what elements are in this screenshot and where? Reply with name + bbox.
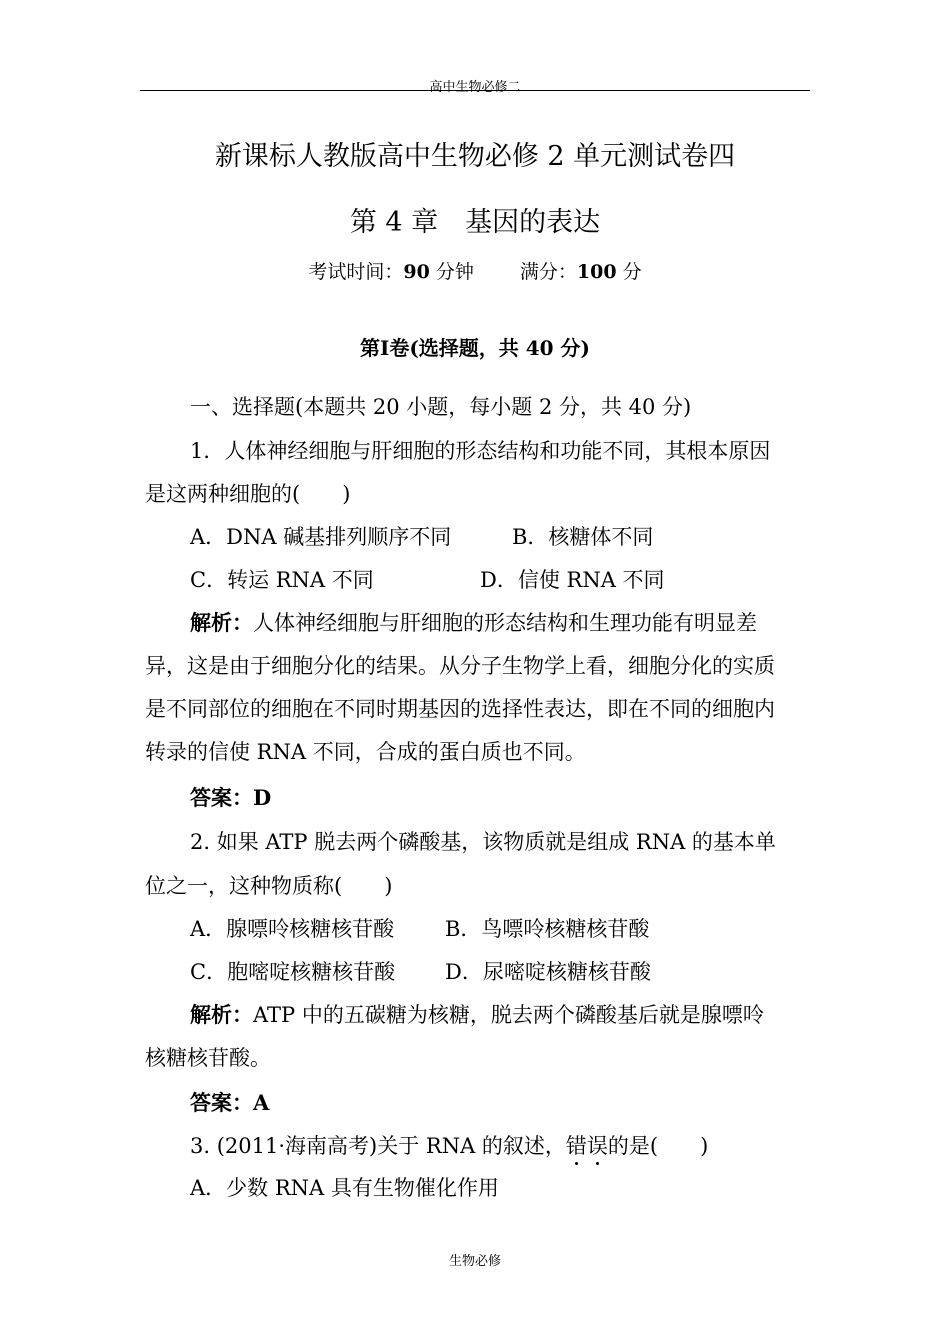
q1-analysis-line1: 解析：人体神经细胞与肝细胞的形态结构和生理功能有明显差 [190,610,757,635]
q2-option-c: C．胞嘧啶核糖核苷酸 [190,960,396,984]
q1-stem-line1: 1．人体神经细胞与肝细胞的形态结构和功能不同，其根本原因 [190,439,771,463]
q1-analysis-label: 解析： [190,610,253,635]
document-title: 新课标人教版高中生物必修 2 单元测试卷四 [214,141,736,172]
chapter-title: 第 4 章 基因的表达 [349,207,601,238]
emphasis-mark: 误 [587,1134,608,1158]
page-header: 高中生物必修二 [429,80,521,95]
q1-analysis-line3: 是不同部位的细胞在不同时期基因的选择性表达，即在不同的细胞内 [145,697,775,721]
q2-option-b: B．鸟嘌呤核糖核苷酸 [445,917,650,941]
q1-analysis-line4: 转录的信使 RNA 不同，合成的蛋白质也不同。 [145,740,586,764]
q1-answer: 答案：D [190,785,272,810]
q2-analysis-line2: 核糖核苷酸。 [145,1046,271,1070]
q2-option-a: A．腺嘌呤核糖核苷酸 [190,917,395,941]
emphasis-dot [575,1162,578,1165]
q3-option-a: A．少数 RNA 具有生物催化作用 [190,1176,499,1200]
q2-stem-line2: 位之一，这种物质称( ) [145,874,393,898]
q1-option-d: D．信使 RNA 不同 [480,568,665,592]
emphasis-dot [596,1162,599,1165]
q1-option-b: B．核糖体不同 [512,525,654,549]
time-value: 90 [403,261,430,283]
page-footer: 生物必修 [448,1254,501,1269]
q1-analysis-line2: 异，这是由于细胞分化的结果。从分子生物学上看，细胞分化的实质 [145,654,775,678]
exam-info [0,257,950,284]
q2-option-d: D．尿嘧啶核糖核苷酸 [445,960,651,984]
q2-analysis-label: 解析： [190,1002,253,1027]
score-unit: 分 [622,261,642,283]
q1-stem-line2: 是这两种细胞的( ) [145,482,351,506]
q1-option-a: A．DNA 碱基排列顺序不同 [190,525,452,549]
q3-stem: 3. (2011·海南高考)关于 RNA 的叙述，错 误 的是( ) [190,1130,708,1160]
header-rule [140,90,810,91]
q1-option-c: C．转运 RNA 不同 [190,568,374,592]
score-value: 100 [576,261,617,283]
q2-analysis-line1: 解析：ATP 中的五碳糖为核糖，脱去两个磷酸基后就是腺嘌呤 [190,1002,764,1027]
score-label: 满分： [519,261,577,283]
section-title: 第Ⅰ卷(选择题，共 40 分) [359,336,591,360]
q2-stem-line1: 2. 如果 ATP 脱去两个磷酸基，该物质就是组成 RNA 的基本单 [190,830,776,854]
time-label: 考试时间： [308,261,404,283]
emphasis-mark: 错 [566,1134,587,1158]
part-heading: 一、选择题(本题共 20 小题，每小题 2 分，共 40 分) [190,395,692,419]
q2-answer: 答案：A [190,1090,270,1115]
time-unit: 分钟 [435,261,474,283]
